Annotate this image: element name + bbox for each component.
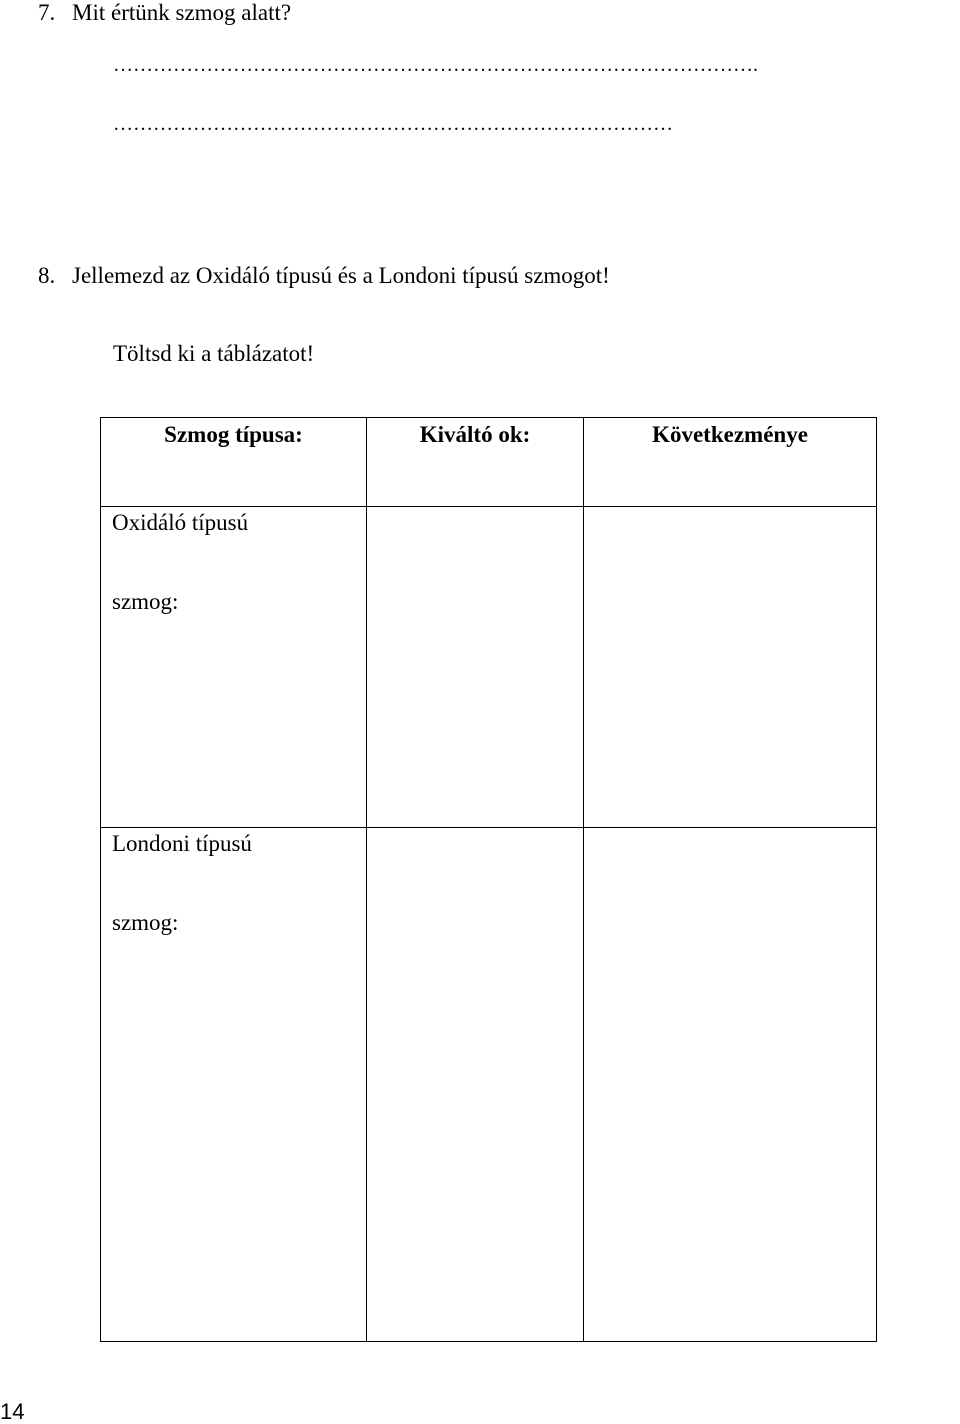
answer-line-1[interactable]: ……………………………………………………………………………………. <box>113 54 758 76</box>
question-8-text: Jellemezd az Oxidáló típusú és a Londoni típusú szmogot! <box>72 263 610 288</box>
question-7 <box>38 0 291 26</box>
table-row-london <box>101 828 877 1342</box>
table-header-row <box>101 418 877 507</box>
cell-oxidizing-cause[interactable] <box>367 507 584 828</box>
header-cause: Kiváltó ok: <box>367 418 584 507</box>
header-smog-type: Szmog típusa: <box>101 418 367 507</box>
row-label-line1: Londoni típusú <box>112 831 252 856</box>
row-label-london <box>101 828 367 1342</box>
row-label-line1: Oxidáló típusú <box>112 510 249 535</box>
page-number: 14 <box>0 1399 25 1424</box>
row-label-line2: szmog: <box>112 589 179 614</box>
table-row-oxidizing <box>101 507 877 828</box>
cell-oxidizing-consequence[interactable] <box>584 507 877 828</box>
row-label-oxidizing <box>101 507 367 828</box>
cell-london-cause[interactable] <box>367 828 584 1342</box>
question-7-text: Mit értünk szmog alatt? <box>72 0 292 25</box>
question-8-number: 8. <box>38 263 56 288</box>
table-instruction: Töltsd ki a táblázatot! <box>113 341 315 366</box>
question-8 <box>38 263 610 289</box>
question-7-number: 7. <box>38 0 56 25</box>
smog-table <box>100 417 877 1342</box>
cell-london-consequence[interactable] <box>584 828 877 1342</box>
answer-line-2[interactable]: ………………………………………………………………………… <box>113 113 673 135</box>
header-consequence: Következménye <box>584 418 877 507</box>
row-label-line2: szmog: <box>112 910 179 935</box>
